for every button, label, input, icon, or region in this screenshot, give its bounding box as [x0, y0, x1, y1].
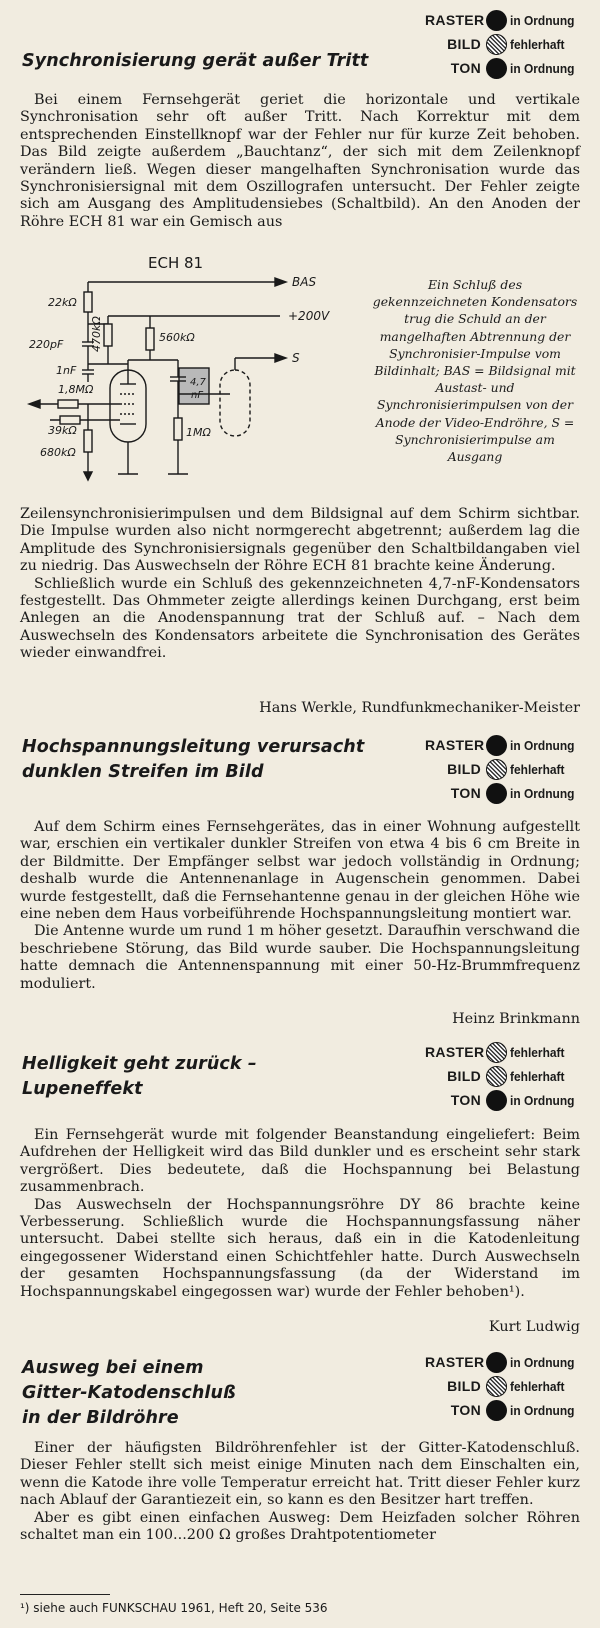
status-ton — [425, 781, 580, 805]
title-line: Hochspannungsleitung verursacht — [22, 737, 365, 757]
schematic-c47-value: 4,7 — [190, 377, 206, 388]
status-value: in Ordnung — [510, 785, 575, 801]
article-title: Synchronisierung gerät außer Tritt — [22, 51, 369, 71]
status-ok-icon — [486, 58, 507, 79]
status-label: RASTER — [425, 737, 485, 753]
title-line: dunklen Streifen im Bild — [22, 762, 264, 782]
status-ton — [425, 1398, 580, 1422]
paragraph: Bei einem Fernsehgerät geriet die horizontale und vertikale Synchronisation sehr oft außer Tritt. Nach Korrektur mit dem entsprechenden Einstellknopf war der Fehler nur für kurze Zeit behoben. Das Bild zeigte außerdem „Bauchtanz“, der sich mit dem Zeilenknopf verändern ließ. Wegen dieser mangelhaften Synchronisation wurde das Synchronisiersignal mit dem Oszillografen untersucht. Der Fehler zeigte sich am Ausgang des Amplitudensiebes (Schaltbild). An den Anoden der Röhre ECH 81 war ein Gemisch aus — [20, 92, 580, 230]
status-faulty-icon — [486, 1376, 507, 1397]
status-value: in Ordnung — [510, 1354, 575, 1370]
author-signature: Heinz Brinkmann — [452, 1011, 580, 1027]
paragraph: Die Antenne wurde um rund 1 m höher gesetzt. Daraufhin verschwand die beschriebene Störung, das Bild wurde sauber. Die Hochspannungsleitung hatte demnach die Antennenspannung mit einer 50-Hz-Brummfrequenz moduliert. — [20, 923, 580, 992]
status-value: in Ordnung — [510, 1092, 575, 1108]
article-body — [20, 92, 580, 231]
status-bild — [425, 1064, 580, 1088]
schematic-figure — [20, 252, 360, 492]
article-body-continued — [20, 506, 580, 663]
footnote: ¹) siehe auch FUNKSCHAU 1961, Heft 20, Seite 536 — [20, 1601, 328, 1615]
status-panel — [425, 8, 580, 80]
status-value: fehlerhaft — [510, 1378, 565, 1394]
status-label: TON — [450, 785, 481, 801]
status-label: BILD — [447, 1378, 481, 1394]
status-label: BILD — [447, 761, 481, 777]
status-value: in Ordnung — [510, 12, 575, 28]
status-bild — [425, 1374, 580, 1398]
status-ok-icon — [486, 1400, 507, 1421]
article-body — [20, 1127, 580, 1301]
status-faulty-icon — [486, 1042, 507, 1063]
schematic-voltage-label: +200V — [288, 309, 330, 323]
schematic-c47-unit: nF — [191, 390, 204, 401]
status-value: fehlerhaft — [510, 1044, 565, 1060]
status-ok-icon — [486, 783, 507, 804]
status-value: fehlerhaft — [510, 1068, 565, 1084]
paragraph: Einer der häufigsten Bildröhrenfehler ist der Gitter-Katodenschluß. Dieser Fehler stellt sich meist einige Minuten nach dem Einschalten ein, wenn die Katode ihre volle Temperatur erreicht hat. Tritt dieser Fehler kurz nach Ablauf der Garantiezeit ein, so kann es den Besitzer hart treffen. — [20, 1440, 580, 1509]
schematic-c220p-label: 220pF — [29, 338, 64, 351]
status-raster — [425, 1350, 580, 1374]
status-ton — [425, 1088, 580, 1112]
schematic-r39k-label: 39kΩ — [48, 424, 77, 437]
article-title — [22, 735, 364, 785]
paragraph: Schließlich wurde ein Schluß des gekennzeichneten 4,7-nF-Kondensators festgestellt. Das Ohmmeter zeigte allerdings keinen Durchgang, erst beim Anlegen an die Anodenspannung trat der Schluß auf. – Nach dem Auswechseln des Kondensators arbeitete die Synchronisation des Gerätes wieder einwandfrei. — [20, 575, 580, 662]
circuit-schematic — [20, 252, 360, 492]
title-line: Helligkeit geht zurück – — [22, 1054, 257, 1074]
status-label: TON — [450, 1092, 481, 1108]
status-raster — [425, 1040, 580, 1064]
paragraph: Ein Fernsehgerät wurde mit folgender Beanstandung eingeliefert: Beim Aufdrehen der Helligkeit wird das Bild dunkler und es erscheint sehr stark vergrößert. Dies bedeutete, daß die Hochspannung bei Belastung zusammenbrach. — [20, 1127, 580, 1196]
schematic-tube-label: ECH 81 — [148, 254, 204, 272]
figure-caption: Ein Schluß des gekennzeichneten Kondensators trug die Schuld an der mangelhaften Abtrennung der Synchronisier-Impulse vom Bildinhalt; BAS = Bildsignal mit Austast- und Synchronisierimpulsen von der Anode der Video-Endröhre, S = Synchronisierimpulse am Ausgang — [372, 277, 578, 465]
status-label: BILD — [447, 1068, 481, 1084]
schematic-r680k-label: 680kΩ — [40, 446, 76, 459]
schematic-r1m-label: 1MΩ — [186, 426, 211, 439]
status-value: fehlerhaft — [510, 36, 565, 52]
schematic-c1n-label: 1nF — [56, 364, 77, 377]
article-body — [20, 1440, 580, 1544]
status-ok-icon — [486, 1352, 507, 1373]
status-label: TON — [450, 60, 481, 76]
title-line: in der Bildröhre — [22, 1408, 179, 1428]
paragraph: Das Auswechseln der Hochspannungsröhre DY 86 brachte keine Verbesserung. Schließlich wurde die Hochspannungsfassung näher untersucht. Dabei stellte sich heraus, daß ein in die Katodenleitung eingegossener Widerstand einen Schichtfehler hatte. Durch Auswechseln der gesamten Hochspannungsfassung (da der Widerstand im Hochspannungskabel eingegossen war) wurde der Fehler behoben¹). — [20, 1196, 580, 1300]
schematic-s-label: S — [292, 351, 300, 365]
schematic-r22k-label: 22kΩ — [48, 296, 77, 309]
status-panel — [425, 1350, 580, 1422]
article-title — [22, 1052, 257, 1102]
status-ok-icon — [486, 735, 507, 756]
status-raster — [425, 733, 580, 757]
status-value: fehlerhaft — [510, 761, 565, 777]
status-panel — [425, 1040, 580, 1112]
schematic-r18m-label: 1,8MΩ — [58, 383, 94, 396]
paragraph: Aber es gibt einen einfachen Ausweg: Dem Heizfaden solcher Röhren schaltet man ein 100...200 Ω großes Drahtpotentiometer — [20, 1509, 580, 1544]
schematic-r470k-label: 470kΩ — [90, 316, 103, 352]
status-bild — [425, 32, 580, 56]
status-bild — [425, 757, 580, 781]
author-signature: Kurt Ludwig — [488, 1319, 580, 1335]
article-title — [22, 1356, 236, 1431]
status-label: RASTER — [425, 1354, 485, 1370]
paragraph: Auf dem Schirm eines Fernsehgerätes, das in einer Wohnung aufgestellt war, erschien ein vertikaler dunkler Streifen von etwa 4 bis 6 cm Breite in der Bildmitte. Der Empfänger selbst war jedoch vollständig in Ordnung; deshalb wurde die Antennenanlage in Augenschein genommen. Dabei wurde festgestellt, daß die Fernsehantenne genau in der gleichen Höhe wie eine neben dem Haus vorbeiführende Hochspannungsleitung montiert war. — [20, 819, 580, 923]
status-raster — [425, 8, 580, 32]
title-line: Lupeneffekt — [22, 1079, 143, 1099]
author-signature: Hans Werkle, Rundfunkmechaniker-Meister — [259, 700, 580, 716]
status-label: TON — [450, 1402, 481, 1418]
status-label: BILD — [447, 36, 481, 52]
status-faulty-icon — [486, 1066, 507, 1087]
status-ok-icon — [486, 10, 507, 31]
status-label: RASTER — [425, 12, 485, 28]
status-label: RASTER — [425, 1044, 485, 1060]
status-value: in Ordnung — [510, 60, 575, 76]
article-body — [20, 819, 580, 993]
footnote-divider — [20, 1594, 110, 1595]
status-panel — [425, 733, 580, 805]
status-value: in Ordnung — [510, 737, 575, 753]
schematic-bas-label: BAS — [292, 275, 317, 289]
status-faulty-icon — [486, 34, 507, 55]
schematic-r560k-label: 560kΩ — [159, 331, 195, 344]
title-line: Gitter-Katodenschluß — [22, 1383, 236, 1403]
title-line: Ausweg bei einem — [22, 1358, 204, 1378]
status-ok-icon — [486, 1090, 507, 1111]
status-faulty-icon — [486, 759, 507, 780]
paragraph: Zeilensynchronisierimpulsen und dem Bildsignal auf dem Schirm sichtbar. Die Impulse wurden also nicht normgerecht abgetrennt; außerdem lag die Amplitude des Synchronisiersignals gegenüber den Schaltbildangaben viel zu niedrig. Das Auswechseln der Röhre ECH 81 brachte keine Änderung. — [20, 506, 580, 575]
status-ton — [425, 56, 580, 80]
status-value: in Ordnung — [510, 1402, 575, 1418]
